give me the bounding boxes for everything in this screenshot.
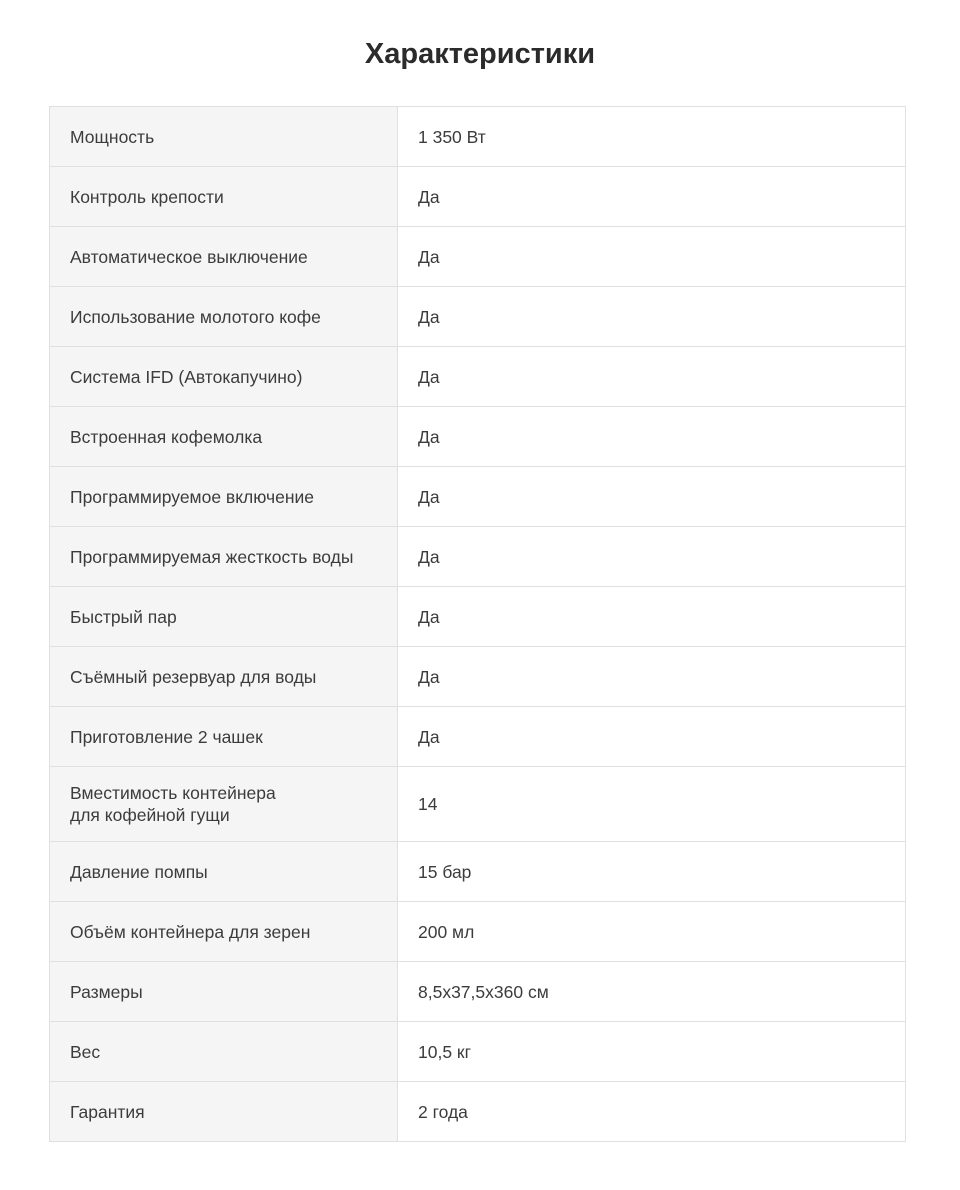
- spec-value: 8,5x37,5x360 см: [398, 962, 906, 1022]
- page-title: Характеристики: [364, 38, 596, 70]
- spec-name: Гарантия: [70, 1101, 145, 1122]
- table-row: [50, 527, 906, 587]
- spec-name: Быстрый пар: [70, 606, 177, 627]
- table-row: [50, 347, 906, 407]
- spec-name: Программируемое включение: [70, 486, 315, 507]
- spec-value: 2 года: [398, 1082, 906, 1142]
- spec-value: 10,5 кг: [398, 1022, 906, 1082]
- spec-value: 200 мл: [398, 902, 906, 962]
- spec-name: Использование молотого кофе: [70, 306, 321, 327]
- spec-value: Да: [398, 527, 906, 587]
- spec-value: Да: [398, 167, 906, 227]
- table-row: [50, 587, 906, 647]
- table-row: [50, 767, 906, 842]
- table-row: [50, 407, 906, 467]
- table-row: [50, 962, 906, 1022]
- spec-value: Да: [398, 467, 906, 527]
- spec-value: Да: [398, 707, 906, 767]
- table-row: [50, 1022, 906, 1082]
- table-row: [50, 707, 906, 767]
- spec-value: Да: [398, 287, 906, 347]
- table-row: [50, 167, 906, 227]
- spec-name: Съёмный резервуар для воды: [70, 666, 317, 687]
- spec-name: Программируемая жесткость воды: [70, 546, 354, 567]
- table-row: [50, 107, 906, 167]
- table-row: [50, 227, 906, 287]
- spec-value: 15 бар: [398, 842, 906, 902]
- specs-table-body: [50, 107, 906, 1142]
- table-row: [50, 467, 906, 527]
- spec-value: 1 350 Вт: [398, 107, 906, 167]
- specs-table: [49, 106, 906, 1142]
- spec-name: Автоматическое выключение: [70, 246, 308, 267]
- table-row: [50, 287, 906, 347]
- spec-value: Да: [398, 647, 906, 707]
- spec-name: Давление помпы: [70, 861, 208, 882]
- spec-name: Встроенная кофемолка: [70, 426, 263, 447]
- table-row: [50, 902, 906, 962]
- spec-value: Да: [398, 347, 906, 407]
- spec-name: Контроль крепости: [70, 186, 224, 207]
- spec-name: Приготовление 2 чашек: [70, 726, 263, 747]
- spec-value: Да: [398, 587, 906, 647]
- spec-value: Да: [398, 227, 906, 287]
- spec-name: Вес: [70, 1041, 101, 1062]
- spec-name: Размеры: [70, 981, 143, 1002]
- spec-name: Вместимость контейнера для кофейной гущи: [70, 783, 276, 825]
- spec-name: Объём контейнера для зерен: [70, 921, 311, 942]
- spec-name: Система IFD (Автокапучино): [70, 366, 303, 387]
- spec-value: Да: [398, 407, 906, 467]
- spec-value: 14: [398, 767, 906, 842]
- table-row: [50, 842, 906, 902]
- table-row: [50, 1082, 906, 1142]
- spec-name: Мощность: [70, 126, 155, 147]
- table-row: [50, 647, 906, 707]
